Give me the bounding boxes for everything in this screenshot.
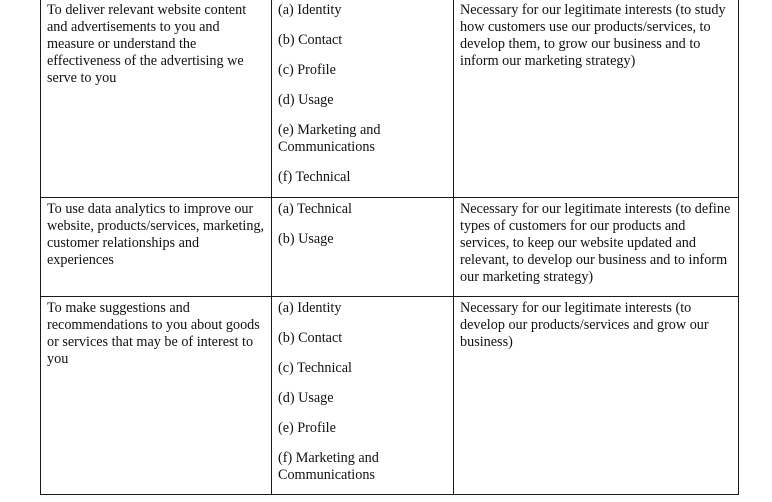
data-type-item: (a) Identity bbox=[278, 300, 342, 316]
data-type-item: (b) Contact bbox=[278, 32, 343, 48]
purpose-cell: To use data analytics to improve our website, products/services, marketing, customer relationships and experiences bbox=[41, 198, 272, 297]
table-row bbox=[41, 198, 739, 297]
table-row bbox=[41, 297, 739, 495]
data-type-cell bbox=[272, 297, 454, 495]
data-type-item: (b) Contact bbox=[278, 330, 343, 346]
data-type-list bbox=[278, 201, 447, 248]
data-type-item: (d) Usage bbox=[278, 390, 334, 406]
data-type-item: (b) Usage bbox=[278, 231, 334, 247]
data-type-list bbox=[278, 2, 447, 186]
data-type-item: (a) Technical bbox=[278, 201, 352, 217]
data-type-cell bbox=[272, 0, 454, 198]
lawful-basis-cell: Necessary for our legitimate interests (to develop our products/services and grow our business) bbox=[454, 297, 739, 495]
processing-purposes-table bbox=[40, 0, 739, 495]
data-type-list bbox=[278, 300, 447, 484]
data-type-item: (a) Identity bbox=[278, 2, 342, 18]
purpose-cell: To deliver relevant website content and advertisements to you and measure or understand the effectiveness of the advertising we serve to you bbox=[41, 0, 272, 198]
data-type-item: (f) Marketing and Communications bbox=[278, 450, 379, 483]
table-row bbox=[41, 0, 739, 198]
data-type-item: (d) Usage bbox=[278, 92, 334, 108]
purpose-cell: To make suggestions and recommendations to you about goods or services that may be of interest to you bbox=[41, 297, 272, 495]
data-type-item: (e) Marketing and Communications bbox=[278, 122, 381, 155]
data-type-item: (f) Technical bbox=[278, 169, 351, 185]
lawful-basis-cell: Necessary for our legitimate interests (to define types of customers for our products and services, to keep our website updated and relevant, to develop our business and to inform our marketing strategy) bbox=[454, 198, 739, 297]
data-type-item: (e) Profile bbox=[278, 420, 336, 436]
data-type-item: (c) Technical bbox=[278, 360, 352, 376]
data-type-item: (c) Profile bbox=[278, 62, 336, 78]
data-type-cell bbox=[272, 198, 454, 297]
lawful-basis-cell: Necessary for our legitimate interests (to study how customers use our products/services, to develop them, to grow our business and to inform our marketing strategy) bbox=[454, 0, 739, 198]
